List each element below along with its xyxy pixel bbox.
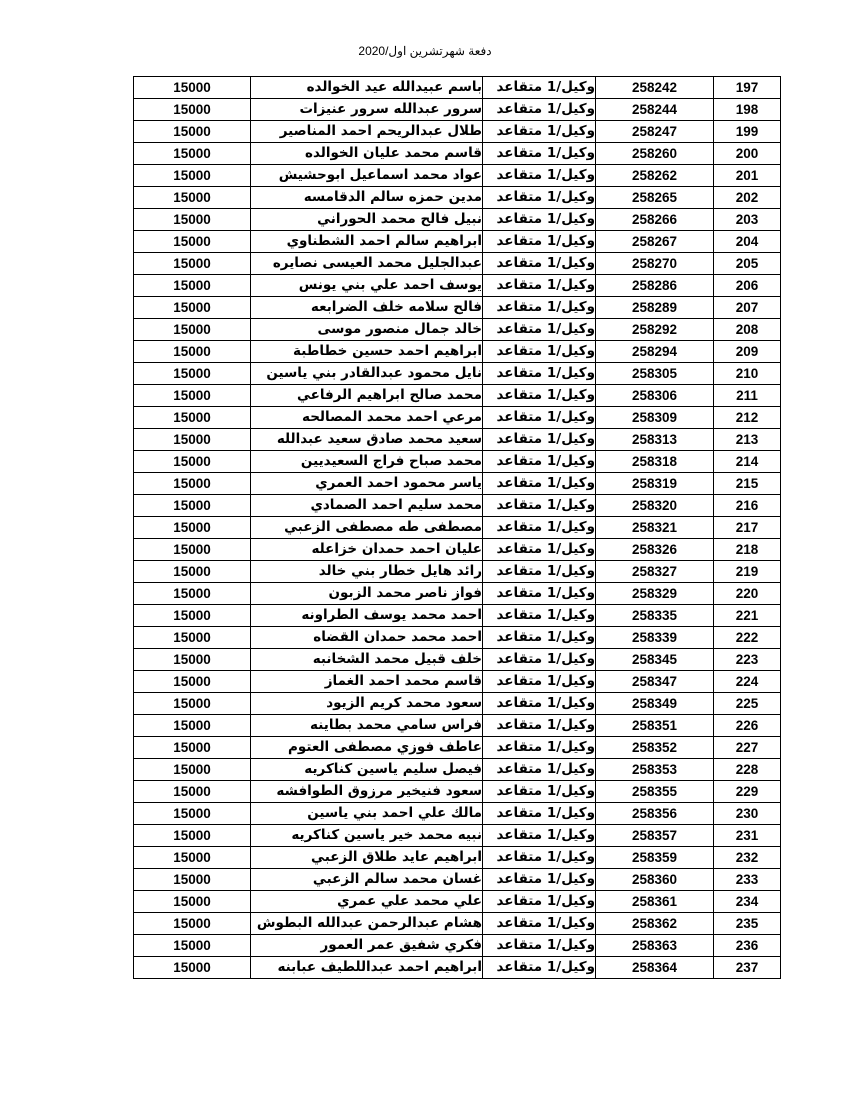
- rank-cell: وكيل/1 متقاعد: [483, 715, 596, 737]
- id-number-cell: 258270: [596, 253, 714, 275]
- table-row: [134, 275, 781, 297]
- serial-number-cell: 219: [714, 561, 781, 583]
- name-cell: سعود فنيخير مرزوق الطوافشه: [251, 781, 483, 803]
- table-row: [134, 231, 781, 253]
- rank-cell: وكيل/1 متقاعد: [483, 627, 596, 649]
- name-cell: فراس سامي محمد بطاينه: [251, 715, 483, 737]
- table-row: [134, 715, 781, 737]
- table-row: [134, 253, 781, 275]
- table-row: [134, 121, 781, 143]
- id-number-cell: 258363: [596, 935, 714, 957]
- table-row: [134, 363, 781, 385]
- serial-number-cell: 198: [714, 99, 781, 121]
- name-cell: نبيل فالح محمد الحوراني: [251, 209, 483, 231]
- amount-cell: 15000: [134, 341, 251, 363]
- table-row: [134, 561, 781, 583]
- amount-cell: 15000: [134, 121, 251, 143]
- amount-cell: 15000: [134, 627, 251, 649]
- rank-cell: وكيل/1 متقاعد: [483, 803, 596, 825]
- table-row: [134, 891, 781, 913]
- table-row: [134, 99, 781, 121]
- amount-cell: 15000: [134, 935, 251, 957]
- table-row: [134, 671, 781, 693]
- id-number-cell: 258306: [596, 385, 714, 407]
- id-number-cell: 258320: [596, 495, 714, 517]
- rank-cell: وكيل/1 متقاعد: [483, 737, 596, 759]
- id-number-cell: 258362: [596, 913, 714, 935]
- name-cell: احمد محمد يوسف الطراونه: [251, 605, 483, 627]
- id-number-cell: 258260: [596, 143, 714, 165]
- name-cell: قاسم محمد احمد الغماز: [251, 671, 483, 693]
- serial-number-cell: 208: [714, 319, 781, 341]
- amount-cell: 15000: [134, 693, 251, 715]
- serial-number-cell: 234: [714, 891, 781, 913]
- rank-cell: وكيل/1 متقاعد: [483, 231, 596, 253]
- id-number-cell: 258339: [596, 627, 714, 649]
- amount-cell: 15000: [134, 297, 251, 319]
- rank-cell: وكيل/1 متقاعد: [483, 561, 596, 583]
- id-number-cell: 258361: [596, 891, 714, 913]
- name-cell: عليان احمد حمدان خزاعله: [251, 539, 483, 561]
- table-row: [134, 319, 781, 341]
- table-row: [134, 429, 781, 451]
- amount-cell: 15000: [134, 209, 251, 231]
- table-body: [134, 77, 781, 979]
- serial-number-cell: 225: [714, 693, 781, 715]
- name-cell: نبيه محمد خير ياسين كناكريه: [251, 825, 483, 847]
- name-cell: ابراهيم احمد عبداللطيف عبابنه: [251, 957, 483, 979]
- name-cell: مدين حمزه سالم الدقامسه: [251, 187, 483, 209]
- serial-number-cell: 235: [714, 913, 781, 935]
- name-cell: سعود محمد كريم الزيود: [251, 693, 483, 715]
- serial-number-cell: 199: [714, 121, 781, 143]
- rank-cell: وكيل/1 متقاعد: [483, 209, 596, 231]
- serial-number-cell: 204: [714, 231, 781, 253]
- id-number-cell: 258294: [596, 341, 714, 363]
- amount-cell: 15000: [134, 275, 251, 297]
- amount-cell: 15000: [134, 385, 251, 407]
- amount-cell: 15000: [134, 253, 251, 275]
- rank-cell: وكيل/1 متقاعد: [483, 429, 596, 451]
- rank-cell: وكيل/1 متقاعد: [483, 891, 596, 913]
- rank-cell: وكيل/1 متقاعد: [483, 759, 596, 781]
- name-cell: مالك علي احمد بني ياسين: [251, 803, 483, 825]
- id-number-cell: 258313: [596, 429, 714, 451]
- id-number-cell: 258326: [596, 539, 714, 561]
- rank-cell: وكيل/1 متقاعد: [483, 275, 596, 297]
- table-row: [134, 495, 781, 517]
- name-cell: طلال عبدالريحم احمد المناصير: [251, 121, 483, 143]
- serial-number-cell: 200: [714, 143, 781, 165]
- rank-cell: وكيل/1 متقاعد: [483, 935, 596, 957]
- id-number-cell: 258349: [596, 693, 714, 715]
- amount-cell: 15000: [134, 407, 251, 429]
- amount-cell: 15000: [134, 187, 251, 209]
- id-number-cell: 258305: [596, 363, 714, 385]
- amount-cell: 15000: [134, 825, 251, 847]
- name-cell: محمد سليم احمد الصمادي: [251, 495, 483, 517]
- rank-cell: وكيل/1 متقاعد: [483, 473, 596, 495]
- id-number-cell: 258244: [596, 99, 714, 121]
- id-number-cell: 258353: [596, 759, 714, 781]
- serial-number-cell: 203: [714, 209, 781, 231]
- id-number-cell: 258329: [596, 583, 714, 605]
- serial-number-cell: 237: [714, 957, 781, 979]
- rank-cell: وكيل/1 متقاعد: [483, 869, 596, 891]
- table-row: [134, 77, 781, 99]
- name-cell: سعيد محمد صادق سعيد عبدالله: [251, 429, 483, 451]
- name-cell: عواد محمد اسماعيل ابوحشيش: [251, 165, 483, 187]
- name-cell: احمد محمد حمدان القضاه: [251, 627, 483, 649]
- table-row: [134, 451, 781, 473]
- rank-cell: وكيل/1 متقاعد: [483, 539, 596, 561]
- serial-number-cell: 206: [714, 275, 781, 297]
- rank-cell: وكيل/1 متقاعد: [483, 165, 596, 187]
- amount-cell: 15000: [134, 781, 251, 803]
- rank-cell: وكيل/1 متقاعد: [483, 253, 596, 275]
- id-number-cell: 258242: [596, 77, 714, 99]
- name-cell: محمد صباح فراج السعيديين: [251, 451, 483, 473]
- id-number-cell: 258357: [596, 825, 714, 847]
- name-cell: قاسم محمد عليان الخوالده: [251, 143, 483, 165]
- name-cell: عبدالجليل محمد العيسى نصايره: [251, 253, 483, 275]
- serial-number-cell: 213: [714, 429, 781, 451]
- name-cell: خالد جمال منصور موسى: [251, 319, 483, 341]
- table-row: [134, 803, 781, 825]
- name-cell: هشام عبدالرحمن عبدالله البطوش: [251, 913, 483, 935]
- amount-cell: 15000: [134, 319, 251, 341]
- rank-cell: وكيل/1 متقاعد: [483, 913, 596, 935]
- rank-cell: وكيل/1 متقاعد: [483, 143, 596, 165]
- name-cell: سرور عبدالله سرور عنيزات: [251, 99, 483, 121]
- table-row: [134, 385, 781, 407]
- amount-cell: 15000: [134, 759, 251, 781]
- amount-cell: 15000: [134, 649, 251, 671]
- payment-table: [133, 76, 781, 979]
- amount-cell: 15000: [134, 737, 251, 759]
- table-row: [134, 165, 781, 187]
- amount-cell: 15000: [134, 913, 251, 935]
- rank-cell: وكيل/1 متقاعد: [483, 187, 596, 209]
- table-row: [134, 935, 781, 957]
- serial-number-cell: 224: [714, 671, 781, 693]
- amount-cell: 15000: [134, 847, 251, 869]
- amount-cell: 15000: [134, 869, 251, 891]
- serial-number-cell: 207: [714, 297, 781, 319]
- table-row: [134, 473, 781, 495]
- table-row: [134, 649, 781, 671]
- name-cell: نايل محمود عبدالقادر بني ياسين: [251, 363, 483, 385]
- name-cell: مرعي احمد محمد المصالحه: [251, 407, 483, 429]
- amount-cell: 15000: [134, 495, 251, 517]
- amount-cell: 15000: [134, 473, 251, 495]
- rank-cell: وكيل/1 متقاعد: [483, 451, 596, 473]
- rank-cell: وكيل/1 متقاعد: [483, 847, 596, 869]
- serial-number-cell: 210: [714, 363, 781, 385]
- serial-number-cell: 211: [714, 385, 781, 407]
- rank-cell: وكيل/1 متقاعد: [483, 77, 596, 99]
- name-cell: فكري شفيق عمر العمور: [251, 935, 483, 957]
- serial-number-cell: 230: [714, 803, 781, 825]
- rank-cell: وكيل/1 متقاعد: [483, 957, 596, 979]
- table-row: [134, 187, 781, 209]
- id-number-cell: 258265: [596, 187, 714, 209]
- rank-cell: وكيل/1 متقاعد: [483, 517, 596, 539]
- name-cell: مصطفى طه مصطفى الزعبي: [251, 517, 483, 539]
- id-number-cell: 258364: [596, 957, 714, 979]
- table-row: [134, 693, 781, 715]
- id-number-cell: 258289: [596, 297, 714, 319]
- amount-cell: 15000: [134, 957, 251, 979]
- table-row: [134, 209, 781, 231]
- amount-cell: 15000: [134, 165, 251, 187]
- serial-number-cell: 217: [714, 517, 781, 539]
- serial-number-cell: 212: [714, 407, 781, 429]
- name-cell: فالح سلامه خلف الضرابعه: [251, 297, 483, 319]
- amount-cell: 15000: [134, 99, 251, 121]
- amount-cell: 15000: [134, 803, 251, 825]
- rank-cell: وكيل/1 متقاعد: [483, 781, 596, 803]
- rank-cell: وكيل/1 متقاعد: [483, 319, 596, 341]
- table-row: [134, 869, 781, 891]
- table-row: [134, 737, 781, 759]
- amount-cell: 15000: [134, 671, 251, 693]
- id-number-cell: 258309: [596, 407, 714, 429]
- serial-number-cell: 218: [714, 539, 781, 561]
- serial-number-cell: 232: [714, 847, 781, 869]
- amount-cell: 15000: [134, 363, 251, 385]
- table-row: [134, 627, 781, 649]
- serial-number-cell: 197: [714, 77, 781, 99]
- name-cell: باسم عبيدالله عيد الخوالده: [251, 77, 483, 99]
- id-number-cell: 258267: [596, 231, 714, 253]
- table-row: [134, 539, 781, 561]
- table-row: [134, 297, 781, 319]
- id-number-cell: 258266: [596, 209, 714, 231]
- id-number-cell: 258355: [596, 781, 714, 803]
- serial-number-cell: 233: [714, 869, 781, 891]
- id-number-cell: 258360: [596, 869, 714, 891]
- name-cell: فواز ناصر محمد الزبون: [251, 583, 483, 605]
- id-number-cell: 258352: [596, 737, 714, 759]
- rank-cell: وكيل/1 متقاعد: [483, 385, 596, 407]
- table-row: [134, 143, 781, 165]
- name-cell: ياسر محمود احمد العمري: [251, 473, 483, 495]
- serial-number-cell: 220: [714, 583, 781, 605]
- name-cell: غسان محمد سالم الزعبي: [251, 869, 483, 891]
- table-row: [134, 517, 781, 539]
- amount-cell: 15000: [134, 143, 251, 165]
- serial-number-cell: 222: [714, 627, 781, 649]
- id-number-cell: 258262: [596, 165, 714, 187]
- rank-cell: وكيل/1 متقاعد: [483, 495, 596, 517]
- serial-number-cell: 209: [714, 341, 781, 363]
- table-row: [134, 957, 781, 979]
- amount-cell: 15000: [134, 429, 251, 451]
- amount-cell: 15000: [134, 715, 251, 737]
- serial-number-cell: 221: [714, 605, 781, 627]
- name-cell: عاطف فوزي مصطفى العتوم: [251, 737, 483, 759]
- id-number-cell: 258347: [596, 671, 714, 693]
- rank-cell: وكيل/1 متقاعد: [483, 341, 596, 363]
- name-cell: رائد هايل خطار بني خالد: [251, 561, 483, 583]
- serial-number-cell: 215: [714, 473, 781, 495]
- id-number-cell: 258351: [596, 715, 714, 737]
- name-cell: خلف قبيل محمد الشخانبه: [251, 649, 483, 671]
- serial-number-cell: 202: [714, 187, 781, 209]
- table-row: [134, 913, 781, 935]
- name-cell: ابراهيم عايد طلاق الزعبي: [251, 847, 483, 869]
- table-row: [134, 825, 781, 847]
- rank-cell: وكيل/1 متقاعد: [483, 99, 596, 121]
- page-title: دفعة شهرتشرين اول/2020: [358, 44, 492, 58]
- id-number-cell: 258247: [596, 121, 714, 143]
- amount-cell: 15000: [134, 517, 251, 539]
- name-cell: محمد صالح ابراهيم الرفاعي: [251, 385, 483, 407]
- table-row: [134, 781, 781, 803]
- name-cell: ابراهيم احمد حسين خطاطبة: [251, 341, 483, 363]
- id-number-cell: 258327: [596, 561, 714, 583]
- id-number-cell: 258335: [596, 605, 714, 627]
- serial-number-cell: 216: [714, 495, 781, 517]
- table-row: [134, 341, 781, 363]
- amount-cell: 15000: [134, 561, 251, 583]
- name-cell: ابراهيم سالم احمد الشطناوي: [251, 231, 483, 253]
- rank-cell: وكيل/1 متقاعد: [483, 825, 596, 847]
- id-number-cell: 258345: [596, 649, 714, 671]
- id-number-cell: 258321: [596, 517, 714, 539]
- rank-cell: وكيل/1 متقاعد: [483, 693, 596, 715]
- table-row: [134, 847, 781, 869]
- table-row: [134, 583, 781, 605]
- name-cell: فيصل سليم ياسين كناكريه: [251, 759, 483, 781]
- id-number-cell: 258319: [596, 473, 714, 495]
- amount-cell: 15000: [134, 891, 251, 913]
- serial-number-cell: 223: [714, 649, 781, 671]
- serial-number-cell: 227: [714, 737, 781, 759]
- rank-cell: وكيل/1 متقاعد: [483, 649, 596, 671]
- amount-cell: 15000: [134, 77, 251, 99]
- id-number-cell: 258292: [596, 319, 714, 341]
- amount-cell: 15000: [134, 539, 251, 561]
- serial-number-cell: 201: [714, 165, 781, 187]
- name-cell: يوسف احمد علي بني يونس: [251, 275, 483, 297]
- serial-number-cell: 236: [714, 935, 781, 957]
- amount-cell: 15000: [134, 583, 251, 605]
- rank-cell: وكيل/1 متقاعد: [483, 583, 596, 605]
- rank-cell: وكيل/1 متقاعد: [483, 671, 596, 693]
- id-number-cell: 258318: [596, 451, 714, 473]
- id-number-cell: 258359: [596, 847, 714, 869]
- serial-number-cell: 214: [714, 451, 781, 473]
- rank-cell: وكيل/1 متقاعد: [483, 407, 596, 429]
- serial-number-cell: 205: [714, 253, 781, 275]
- rank-cell: وكيل/1 متقاعد: [483, 121, 596, 143]
- table-row: [134, 407, 781, 429]
- name-cell: علي محمد علي عمري: [251, 891, 483, 913]
- serial-number-cell: 226: [714, 715, 781, 737]
- serial-number-cell: 228: [714, 759, 781, 781]
- rank-cell: وكيل/1 متقاعد: [483, 605, 596, 627]
- id-number-cell: 258286: [596, 275, 714, 297]
- rank-cell: وكيل/1 متقاعد: [483, 297, 596, 319]
- amount-cell: 15000: [134, 451, 251, 473]
- amount-cell: 15000: [134, 605, 251, 627]
- serial-number-cell: 229: [714, 781, 781, 803]
- id-number-cell: 258356: [596, 803, 714, 825]
- table-row: [134, 605, 781, 627]
- amount-cell: 15000: [134, 231, 251, 253]
- table-row: [134, 759, 781, 781]
- serial-number-cell: 231: [714, 825, 781, 847]
- rank-cell: وكيل/1 متقاعد: [483, 363, 596, 385]
